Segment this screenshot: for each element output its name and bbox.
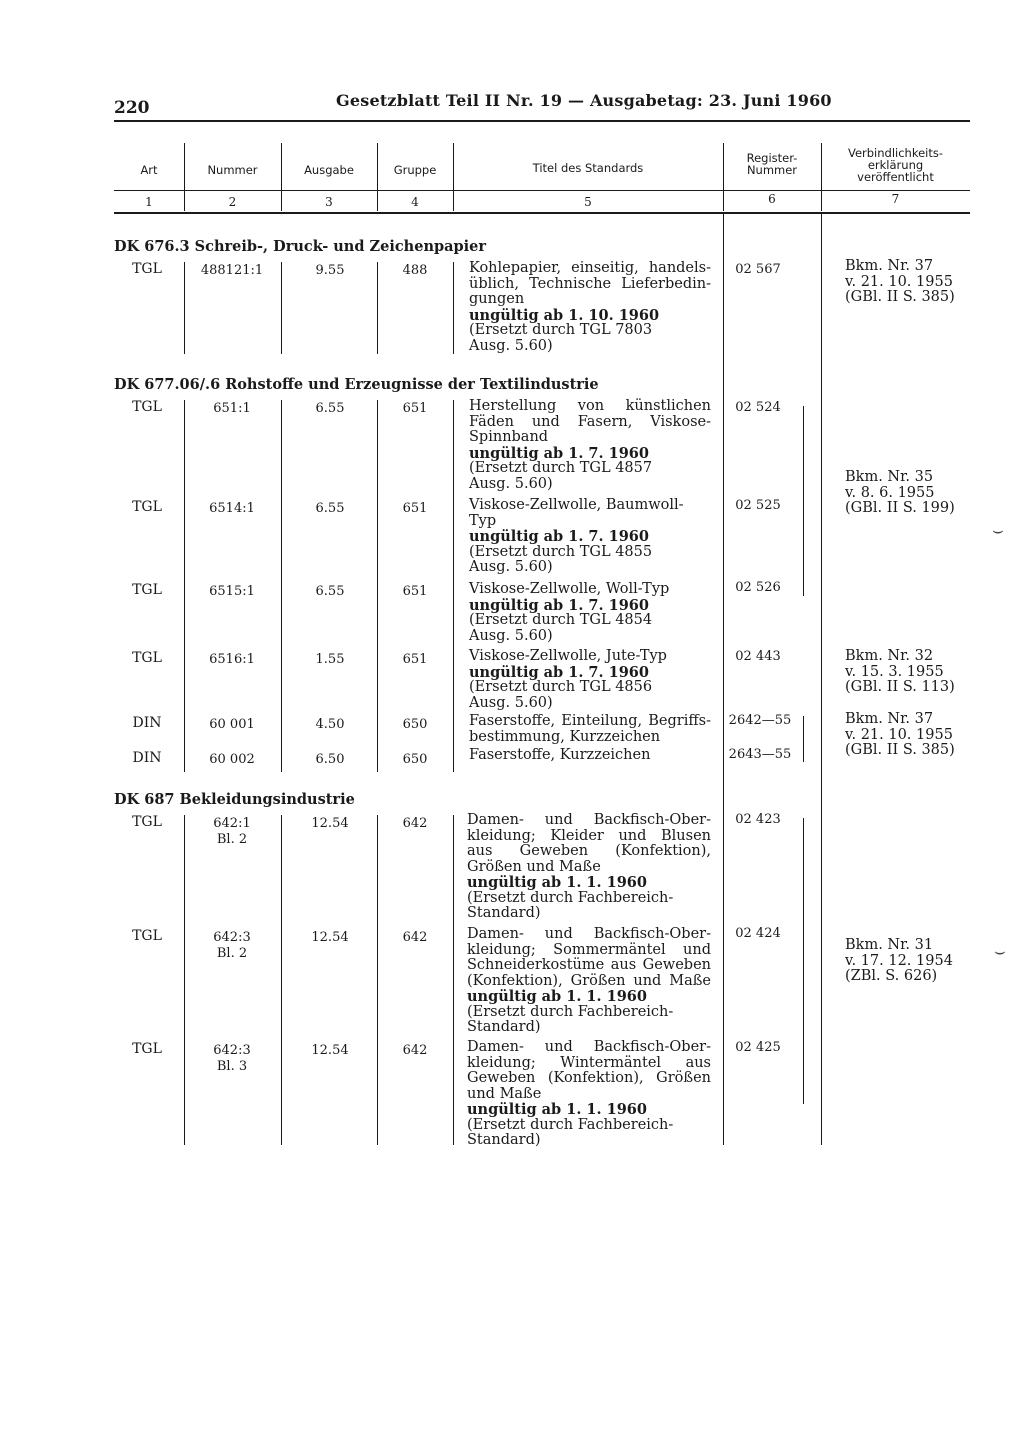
titel-line: Herstellung von künstlichen: [469, 398, 711, 414]
cell-nummer: 651:1: [213, 401, 251, 416]
column-header-verbindlich-line: Verbindlichkeits-: [847, 146, 944, 160]
titel-line: kleidung; Sommermäntel und: [467, 941, 711, 958]
column-rule: [453, 815, 454, 1145]
cell-nummer: 6515:1: [209, 584, 255, 599]
nummer-line: 642:3: [213, 1043, 251, 1058]
cell-titel: [467, 813, 711, 922]
column-header-titel: Titel des Standards: [532, 161, 644, 175]
titel-line: Viskose-Zellwolle, Baumwoll-: [469, 497, 684, 513]
section-heading: DK 677.06/.6 Rohstoffe und Erzeugnisse der Textilindustrie: [114, 376, 599, 393]
titel-line: Fäden und Fasern, Viskose-: [469, 413, 711, 430]
titel-line: ungültig ab 1. 1. 1960: [467, 988, 647, 1005]
column-number: 3: [325, 195, 333, 209]
titel-line: (Ersetzt durch TGL 4855: [469, 543, 653, 560]
table-numbers-rule: [114, 212, 970, 214]
titel-line: (Ersetzt durch Fachbereich-: [467, 1003, 674, 1020]
cell-ausgabe: 1.55: [315, 652, 345, 667]
column-header-register-line: Nummer: [746, 163, 798, 177]
verbindlich-line: Bkm. Nr. 37: [845, 258, 934, 274]
titel-line: ungültig ab 1. 7. 1960: [469, 596, 649, 614]
column-rule: [184, 815, 185, 1145]
titel-line: ungültig ab 1. 7. 1960: [469, 444, 649, 462]
column-header-art: Art: [140, 163, 158, 177]
cell-gruppe: 651: [402, 584, 428, 599]
cell-gruppe: 642: [402, 816, 428, 831]
column-header-verbindlich-line: veröffentlicht: [857, 170, 934, 184]
nummer-line: 642:3: [213, 930, 251, 945]
titel-line: Schneiderkostüme aus Geweben: [467, 957, 711, 973]
cell-register: 02 424: [735, 926, 781, 941]
cell-titel: [469, 399, 711, 492]
cell-art: TGL: [132, 1041, 162, 1057]
cell-nummer: [188, 930, 276, 961]
cell-register: 2643—55: [728, 747, 792, 762]
verbindlich-line: v. 8. 6. 1955: [845, 484, 935, 501]
cell-nummer: 488121:1: [200, 263, 264, 278]
column-number: 6: [768, 192, 776, 206]
verbindlich-line: (GBl. II S. 385): [845, 742, 955, 758]
column-rule: [281, 400, 282, 772]
titel-line: Kohlepapier, einseitig, handels-: [469, 260, 711, 276]
titel-line: Standard): [467, 1132, 541, 1148]
verbindlich-line: Bkm. Nr. 37: [845, 711, 934, 727]
cell-titel: [467, 1040, 711, 1149]
titel-line: Größen und Maße: [467, 858, 601, 875]
cell-ausgabe: 12.54: [311, 1043, 349, 1058]
cell-register: 02 526: [735, 580, 781, 595]
titel-line: Ausg. 5.60): [469, 337, 553, 354]
cell-nummer: 6514:1: [209, 501, 255, 516]
titel-line: kleidung; Kleider und Blusen: [467, 827, 711, 844]
nummer-line: Bl. 2: [216, 831, 248, 847]
cell-nummer: 60 001: [209, 717, 255, 732]
cell-register: 02 525: [735, 498, 781, 513]
titel-line: Faserstoffe, Einteilung, Begriffs-: [469, 713, 711, 729]
column-rule: [184, 262, 185, 354]
titel-line: Damen- und Backfisch-Ober-: [467, 812, 711, 828]
titel-line: aus Geweben (Konfektion),: [467, 843, 711, 859]
column-header-register-line: Register-: [746, 151, 798, 165]
titel-line: kleidung; Wintermäntel aus: [467, 1054, 711, 1071]
column-number: 7: [891, 192, 900, 206]
cell-ausgabe: 12.54: [311, 930, 349, 945]
titel-line: (Ersetzt durch Fachbereich-: [467, 1116, 674, 1133]
titel-line: (Konfektion), Größen und Maße: [467, 972, 711, 989]
cell-gruppe: 651: [402, 652, 428, 667]
cell-titel: [469, 261, 711, 354]
column-rule: [184, 400, 185, 772]
titel-line: gungen: [469, 291, 525, 307]
nummer-line: Bl. 3: [216, 1058, 248, 1074]
titel-line: Spinnband: [469, 429, 549, 445]
verbindlich-line: Bkm. Nr. 35: [845, 469, 934, 485]
cell-verbindlich: [845, 470, 965, 517]
group-brace: [803, 716, 804, 762]
titel-line: Faserstoffe, Kurzzeichen: [469, 747, 651, 763]
cell-register: 02 567: [735, 262, 781, 277]
verbindlich-line: (ZBl. S. 626): [845, 968, 938, 984]
cell-gruppe: 642: [402, 930, 428, 945]
cell-art: TGL: [132, 499, 162, 515]
column-rule: [377, 262, 378, 354]
column-number: 5: [584, 195, 592, 209]
group-brace: [803, 818, 804, 1104]
cell-register: 02 524: [735, 400, 781, 415]
group-brace: [803, 406, 804, 596]
cell-verbindlich: [845, 259, 965, 306]
section-heading: DK 687 Bekleidungsindustrie: [114, 791, 355, 808]
column-rule: [821, 214, 822, 1145]
column-header-verbindlich: [821, 147, 970, 183]
cell-gruppe: 488: [402, 263, 428, 278]
titel-line: Typ: [469, 512, 497, 529]
table-top-rule: [114, 120, 970, 122]
column-header-nummer: Nummer: [207, 163, 258, 177]
titel-line: ungültig ab 1. 7. 1960: [469, 528, 649, 545]
cell-ausgabe: 4.50: [315, 717, 345, 732]
titel-line: üblich, Technische Lieferbedin-: [469, 275, 711, 292]
verbindlich-line: (GBl. II S. 113): [845, 679, 955, 695]
titel-line: Viskose-Zellwolle, Jute-Typ: [469, 648, 667, 664]
cell-gruppe: 651: [402, 401, 428, 416]
verbindlich-line: v. 15. 3. 1955: [845, 663, 944, 680]
cell-art: DIN: [132, 750, 162, 766]
titel-line: (Ersetzt durch TGL 4854: [469, 612, 653, 628]
titel-line: Damen- und Backfisch-Ober-: [467, 1039, 711, 1055]
cell-register: 02 443: [735, 649, 781, 664]
titel-line: Viskose-Zellwolle, Woll-Typ: [469, 581, 670, 597]
cell-titel: [469, 582, 711, 644]
cell-gruppe: 651: [402, 501, 428, 516]
cell-titel: [469, 649, 711, 711]
column-rule: [281, 262, 282, 354]
verbindlich-line: v. 21. 10. 1955: [845, 726, 953, 743]
cell-register: 02 425: [735, 1040, 781, 1055]
verbindlich-line: Bkm. Nr. 31: [845, 937, 934, 953]
nummer-line: 642:1: [213, 816, 251, 831]
page-header-title: Gesetzblatt Teil II Nr. 19 — Ausgabetag: 23. Juni 1960: [336, 91, 832, 110]
titel-line: ungültig ab 1. 1. 1960: [467, 1101, 647, 1118]
cell-titel: [469, 748, 711, 764]
titel-line: ungültig ab 1. 1. 1960: [467, 874, 647, 891]
titel-line: Ausg. 5.60): [469, 694, 553, 711]
table-header-rule: [114, 190, 970, 191]
column-header-gruppe: Gruppe: [393, 163, 437, 177]
cell-titel: [469, 714, 711, 745]
titel-line: ungültig ab 1. 10. 1960: [469, 306, 660, 324]
verbindlich-line: Bkm. Nr. 32: [845, 648, 934, 664]
column-rule: [377, 400, 378, 772]
titel-line: ungültig ab 1. 7. 1960: [469, 663, 649, 681]
titel-line: Ausg. 5.60): [469, 475, 553, 492]
cell-art: TGL: [132, 582, 162, 598]
cell-nummer: 60 002: [209, 752, 255, 767]
cell-art: TGL: [132, 814, 162, 830]
cell-art: TGL: [132, 261, 162, 277]
cell-ausgabe: 6.55: [315, 584, 345, 599]
column-header-verbindlich-line: erklärung: [867, 158, 924, 172]
column-number: 4: [411, 195, 419, 209]
column-rule: [281, 815, 282, 1145]
margin-mark: ⌣: [992, 520, 1004, 541]
cell-nummer: [188, 1043, 276, 1074]
cell-nummer: 6516:1: [209, 652, 255, 667]
titel-line: Ausg. 5.60): [469, 559, 553, 575]
cell-verbindlich: [845, 712, 965, 759]
column-header-ausgabe: Ausgabe: [304, 163, 354, 177]
titel-line: (Ersetzt durch TGL 7803: [469, 322, 653, 338]
section-heading: DK 676.3 Schreib-, Druck- und Zeichenpapier: [114, 238, 487, 255]
margin-mark: ⌣: [994, 941, 1006, 962]
cell-ausgabe: 6.55: [315, 501, 345, 516]
cell-art: TGL: [132, 650, 162, 666]
verbindlich-line: v. 21. 10. 1955: [845, 273, 953, 290]
cell-ausgabe: 6.55: [315, 401, 345, 416]
page-number: 220: [114, 98, 150, 118]
cell-verbindlich: [845, 938, 965, 985]
cell-art: TGL: [132, 399, 162, 415]
cell-ausgabe: 9.55: [315, 263, 345, 278]
titel-line: (Ersetzt durch Fachbereich-: [467, 889, 674, 906]
titel-line: (Ersetzt durch TGL 4857: [469, 460, 653, 476]
cell-gruppe: 650: [402, 717, 428, 732]
cell-register: 2642—55: [728, 713, 792, 728]
titel-line: und Maße: [467, 1085, 542, 1102]
titel-line: Geweben (Konfektion), Größen: [467, 1070, 711, 1086]
titel-line: bestimmung, Kurzzeichen: [469, 728, 661, 745]
column-rule: [453, 262, 454, 354]
column-rule: [723, 214, 724, 1145]
column-rule: [377, 815, 378, 1145]
titel-line: Standard): [467, 1019, 541, 1035]
verbindlich-line: (GBl. II S. 385): [845, 289, 955, 305]
column-number: 1: [145, 195, 153, 209]
cell-art: TGL: [132, 928, 162, 944]
cell-ausgabe: 6.50: [315, 752, 345, 767]
titel-line: Damen- und Backfisch-Ober-: [467, 926, 711, 942]
cell-art: DIN: [132, 715, 162, 731]
verbindlich-line: (GBl. II S. 199): [845, 500, 955, 516]
cell-ausgabe: 12.54: [311, 816, 349, 831]
verbindlich-line: v. 17. 12. 1954: [845, 952, 953, 969]
cell-gruppe: 642: [402, 1043, 428, 1058]
cell-nummer: [188, 816, 276, 847]
titel-line: Standard): [467, 905, 541, 921]
cell-verbindlich: [845, 649, 965, 696]
titel-line: (Ersetzt durch TGL 4856: [469, 679, 653, 695]
cell-titel: [469, 498, 711, 576]
titel-line: Ausg. 5.60): [469, 627, 553, 644]
cell-titel: [467, 927, 711, 1036]
cell-register: 02 423: [735, 812, 781, 827]
cell-gruppe: 650: [402, 752, 428, 767]
nummer-line: Bl. 2: [216, 945, 248, 961]
column-number: 2: [228, 195, 237, 209]
column-header-register: [723, 152, 821, 176]
column-rule: [453, 400, 454, 772]
